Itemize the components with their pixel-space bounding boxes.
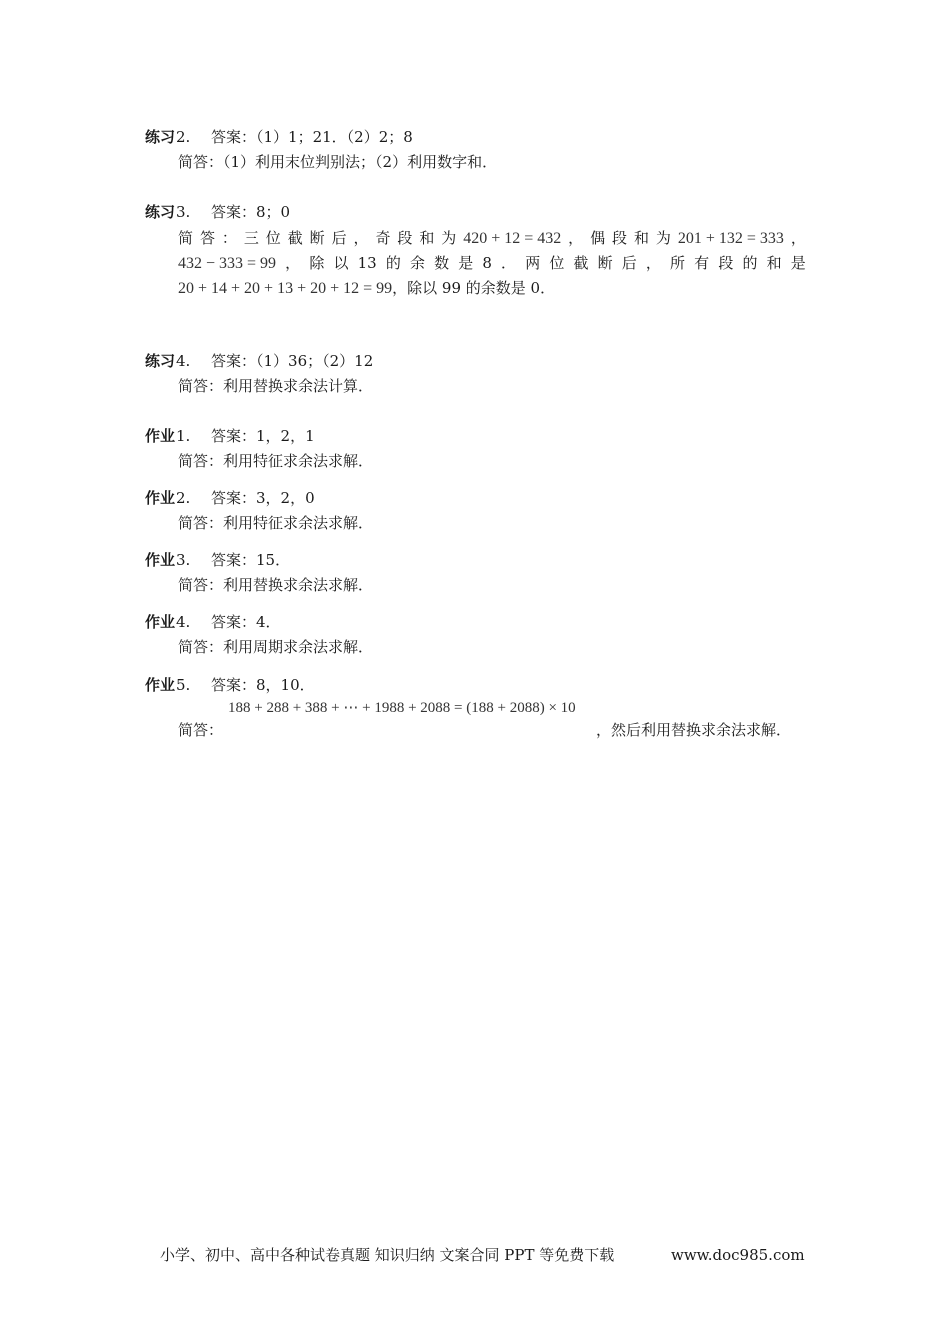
note-char: 和 [766, 254, 782, 272]
homework-number: 5. [176, 676, 191, 694]
practice-label: 练习 [145, 352, 176, 370]
note-char: ， [645, 254, 661, 272]
note-char: 奇 [375, 229, 391, 247]
note-char: 是 [790, 254, 806, 272]
homework-3-note: 简答：利用替换求余法求解． [178, 576, 374, 594]
odd-sum-formula: 420 + 12 = 432 [463, 230, 562, 247]
practice-label: 练习 [145, 128, 176, 146]
homework-label: 作业 [145, 613, 176, 631]
note-char: ， [568, 229, 584, 247]
note-char: 断 [597, 254, 613, 272]
practice-4-note: 简答：利用替换求余法计算． [178, 377, 374, 395]
homework-label: 作业 [145, 427, 176, 445]
homework-3-answer: 答案：15． [211, 551, 291, 569]
note-char: 所 [670, 254, 686, 272]
practice-3-note-line-3 [178, 278, 555, 299]
homework-1-note: 简答：利用特征求余法求解． [178, 452, 374, 470]
note-char: 位 [265, 229, 281, 247]
practice-number: 3. [176, 203, 191, 221]
note-char: 三 [243, 229, 259, 247]
note-char: 以 [333, 254, 349, 272]
homework-5-answer: 答案：8，10． [211, 676, 315, 694]
note-char: 段 [397, 229, 413, 247]
note-char: 简 [178, 229, 194, 247]
note-char: 和 [419, 229, 435, 247]
practice-2-answer: 答案：（1）1；21．（2）2；8 [211, 128, 413, 146]
homework-1-heading [145, 426, 315, 446]
note-char: ， [790, 229, 806, 247]
homework-number: 1. [176, 427, 191, 445]
note-char: 答 [199, 229, 215, 247]
homework-5-heading [145, 675, 315, 695]
even-sum-formula: 201 + 132 = 333 [677, 230, 784, 247]
homework-number: 4. [176, 613, 191, 631]
homework-2-note: 简答：利用特征求余法求解． [178, 514, 374, 532]
practice-3-answer: 答案：8；0 [211, 203, 291, 221]
practice-4-heading [145, 351, 374, 371]
note-char: 位 [549, 254, 565, 272]
practice-2-heading [145, 127, 413, 147]
note-char: ， [353, 229, 369, 247]
note-char: 偶 [590, 229, 606, 247]
homework-4-answer: 答案：4． [211, 613, 281, 631]
footer-site-link[interactable]: www.doc985.com [671, 1246, 805, 1264]
note-char: 余 [409, 254, 425, 272]
homework-number: 3. [176, 551, 191, 569]
page-footer [160, 1245, 805, 1265]
homework-number: 2. [176, 489, 191, 507]
homework-label: 作业 [145, 551, 176, 569]
note-char: 是 [458, 254, 474, 272]
note-char: 段 [612, 229, 628, 247]
homework-2-answer: 答案：3，2，0 [211, 489, 315, 507]
homework-1-answer: 答案：1，2，1 [211, 427, 315, 445]
note-char: 断 [309, 229, 325, 247]
practice-3-note-line-1 [178, 228, 806, 249]
note-char: 8 [482, 254, 492, 272]
practice-number: 2. [176, 128, 191, 146]
note-char: 后 [621, 254, 637, 272]
note-char: 13 [357, 254, 377, 272]
practice-2-note: 简答：（1）利用末位判别法；（2）利用数字和． [178, 153, 498, 171]
note-char: 和 [633, 229, 649, 247]
homework-label: 作业 [145, 489, 176, 507]
homework-5-note-prefix: 简答： [178, 721, 224, 739]
note-char: 截 [573, 254, 589, 272]
homework-2-heading [145, 488, 315, 508]
homework-5-formula: 188 + 288 + 388 + ⋯ + 1988 + 2088 = (188 + 2088) × 10 [228, 700, 576, 716]
note-char: 为 [441, 229, 457, 247]
note-char: 的 [742, 254, 758, 272]
practice-number: 4. [176, 352, 191, 370]
homework-4-note: 简答：利用周期求余法求解． [178, 638, 374, 656]
note-char: ， [285, 254, 301, 272]
note-char: 为 [655, 229, 671, 247]
note-char: 的 [385, 254, 401, 272]
footer-text: 小学、初中、高中各种试卷真题 知识归纳 文案合同 PPT 等免费下载 [160, 1246, 615, 1264]
note-char: ． [501, 254, 517, 272]
homework-3-heading [145, 550, 291, 570]
note-char: 数 [434, 254, 450, 272]
note-char: 有 [694, 254, 710, 272]
practice-4-answer: 答案：（1）36；（2）12 [211, 352, 374, 370]
note-char: 两 [525, 254, 541, 272]
note-char: 后 [331, 229, 347, 247]
segment-sum-formula: 20 + 14 + 20 + 13 + 20 + 12 = 99 [178, 280, 393, 297]
note-text: ，除以 99 的余数是 0． [392, 279, 556, 297]
note-char: 段 [718, 254, 734, 272]
practice-label: 练习 [145, 203, 176, 221]
practice-3-heading [145, 202, 291, 222]
note-char: 截 [287, 229, 303, 247]
homework-5-note-suffix: ，然后利用替换求余法求解． [596, 721, 792, 739]
homework-4-heading [145, 612, 281, 632]
homework-label: 作业 [145, 676, 176, 694]
difference-formula: 432 − 333 = 99 [178, 255, 277, 272]
note-char: ： [221, 229, 237, 247]
practice-3-note-line-2 [178, 253, 806, 274]
note-char: 除 [309, 254, 325, 272]
